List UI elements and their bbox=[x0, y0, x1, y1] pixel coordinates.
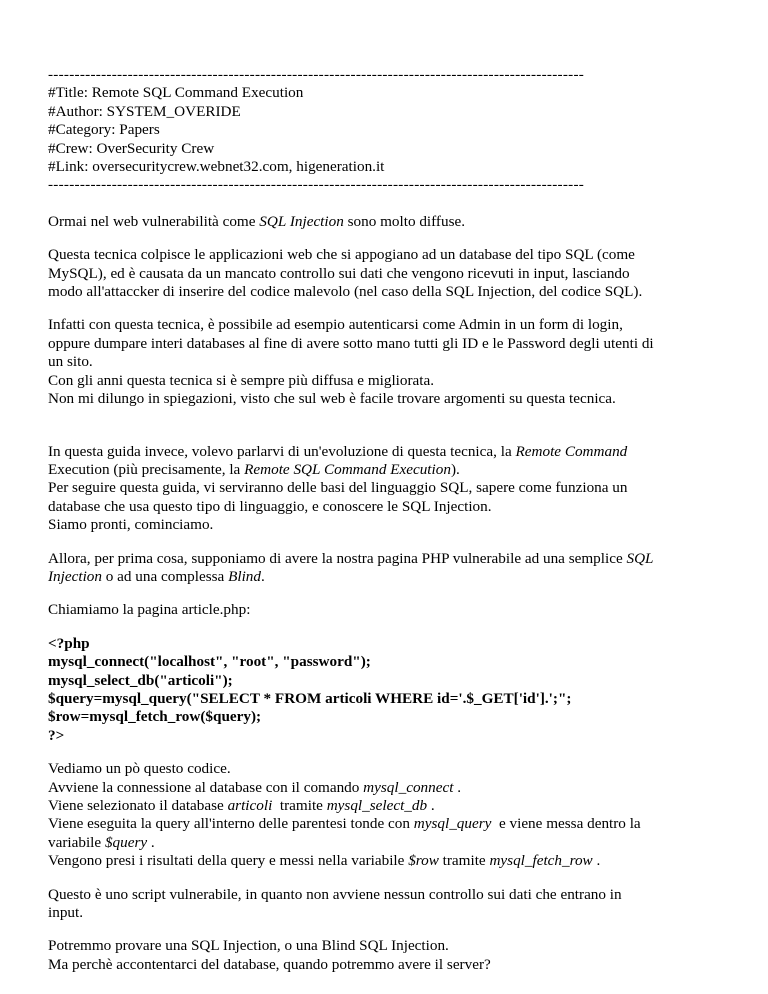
php-code-block bbox=[48, 635, 708, 745]
paragraph-vulnerable-page: Allora, per prima cosa, supponiamo di avere la nostra pagina PHP vulnerabile ad una semplice SQL Injection o ad una complessa Blind. bbox=[48, 549, 654, 585]
paragraph-page-name: Chiamiamo la pagina article.php: bbox=[48, 601, 251, 619]
emphasis-text: Blind bbox=[228, 567, 261, 585]
code-line: mysql_connect("localhost", "root", "password"); bbox=[48, 653, 371, 671]
header-rule-bottom: ----------------------------------------------------------------------------------------------------- bbox=[48, 176, 585, 194]
emphasis-text: $query bbox=[104, 833, 148, 851]
emphasis-text: mysql_query bbox=[413, 815, 492, 833]
emphasis-text: SQL Injection bbox=[259, 212, 344, 230]
emphasis-text: Remote Command bbox=[515, 442, 628, 460]
paragraph-vulnerability-note: Questo è uno script vulnerabile, in quanto non avviene nessun controllo sui dati che entrano in input. bbox=[48, 885, 622, 922]
emphasis-text: mysql_fetch_row bbox=[489, 852, 593, 870]
code-line: <?php bbox=[48, 634, 90, 652]
paragraph-intro: Ormai nel web vulnerabilità come SQL Injection sono molto diffuse. bbox=[48, 212, 466, 230]
header-category: #Category: Papers bbox=[48, 121, 160, 139]
paragraph-code-explanation: Vediamo un pò questo codice. Avviene la connessione al database con il comando mysql_connect . Viene selezionato il database articoli tramite mysql_select_db . Viene eseguita la query all'interno delle parentesi tonde con mysql_query e viene messa dentro la variabile $query . Vengono presi i risultati della query e messi nella variabile $row tramite mysql_fetch_row . bbox=[48, 760, 641, 870]
emphasis-text: $row bbox=[408, 852, 439, 870]
emphasis-text: Injection bbox=[48, 567, 102, 585]
header-crew: #Crew: OverSecurity Crew bbox=[48, 139, 215, 157]
emphasis-text: Remote SQL Command Execution bbox=[244, 460, 451, 478]
emphasis-text: articoli bbox=[227, 797, 273, 814]
code-line: $query=mysql_query("SELECT * FROM articoli WHERE id='.$_GET['id'].';"; bbox=[48, 689, 572, 707]
emphasis-text: mysql_connect bbox=[363, 778, 454, 796]
paragraph-guide-intro: In questa guida invece, volevo parlarvi di un'evoluzione di questa tecnica, la Remote Command Execution (più precisamente, la Remote SQL Command Execution). Per seguire questa guida, vi serviranno delle basi del linguaggio SQL, sapere come funziona un database che usa questo tipo di linguaggio, e conoscere le SQL Injection. Siamo pronti, cominciamo. bbox=[48, 442, 628, 534]
code-line: $row=mysql_fetch_row($query); bbox=[48, 708, 262, 726]
paragraph-examples: Infatti con questa tecnica, è possibile ad esempio autenticarsi come Admin in un form di login, oppure dumpare interi databases al fine di avere sotto mano tutti gli ID e le Password degli utenti di un sito. Con gli anni questa tecnica si è sempre più diffusa e migliorata. Non mi dilungo in spiegazioni, visto che sul web è facile trovare argomenti su questa tecnica. bbox=[48, 316, 654, 408]
header-title: #Title: Remote SQL Command Execution bbox=[48, 84, 304, 102]
emphasis-text: mysql_select_db bbox=[326, 797, 428, 814]
header-link: #Link: oversecuritycrew.webnet32.com, higeneration.it bbox=[48, 158, 385, 176]
code-line: mysql_select_db("articoli"); bbox=[48, 671, 233, 689]
document-page bbox=[48, 66, 708, 974]
header-rule-top: ----------------------------------------------------------------------------------------------------- bbox=[48, 66, 585, 83]
header-author: #Author: SYSTEM_OVERIDE bbox=[48, 102, 241, 120]
paragraph-closing: Potremmo provare una SQL Injection, o una Blind SQL Injection. Ma perchè accontentarci del database, quando potremmo avere il server? bbox=[48, 937, 491, 973]
code-line: ?> bbox=[48, 726, 65, 744]
header-block bbox=[48, 66, 708, 195]
emphasis-text: SQL bbox=[626, 549, 654, 567]
paragraph-technique: Questa tecnica colpisce le applicazioni web che si appogiano ad un database del tipo SQL (come MySQL), ed è causata da un mancato controllo sui dati che vengono ricevuti in input, lasciando modo all'attaccker di inserire del codice malevolo (nel caso della SQL Injection, del codice SQL). bbox=[48, 246, 643, 301]
